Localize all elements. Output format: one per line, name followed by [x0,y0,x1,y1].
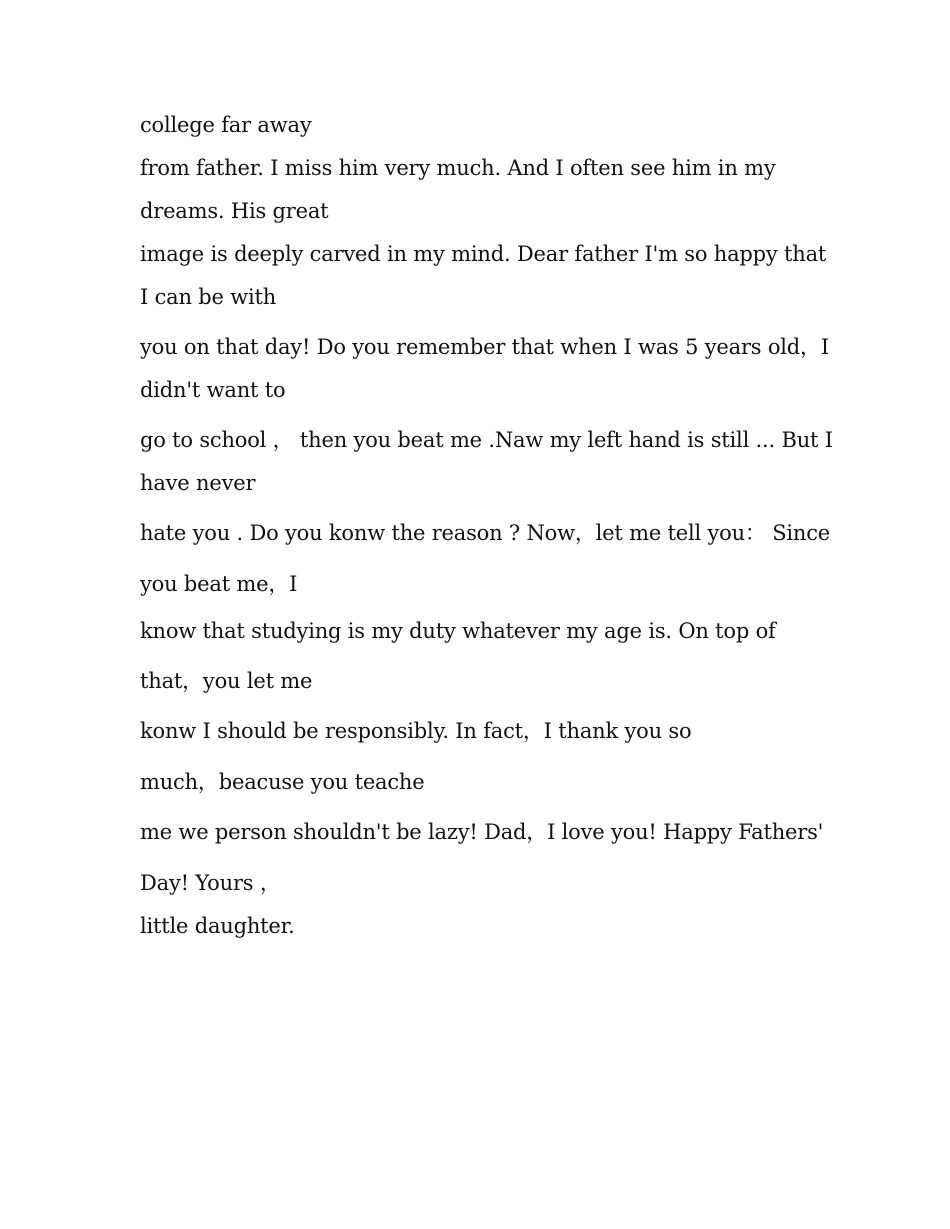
text-line-9: have never [140,471,256,495]
letter-body [140,811,830,854]
letter-body [140,660,830,703]
text-line-15: much，beacuse you teache [140,770,425,794]
text-line-5: I can be with [140,285,277,309]
letter-body [140,147,830,319]
text-line-14: konw I should be responsibly. In fact，I thank you so [140,719,692,743]
text-line-18: little daughter. [140,914,295,938]
text-line-11: you beat me，I [140,572,298,596]
text-line-17: Day! Yours ， [140,871,281,895]
letter-body [140,419,833,505]
letter-body [140,326,830,412]
letter-body [140,761,830,804]
letter-body [140,710,830,753]
text-line-13: that，you let me [140,669,313,693]
text-line-16: me we person shouldn't be lazy! Dad，I love you! Happy Fathers' [140,820,824,844]
text-line-4: image is deeply carved in my mind. Dear father I'm so happy that [140,242,827,266]
text-line-7: didn't want to [140,378,286,402]
letter-body [140,610,830,653]
letter-body [140,104,830,147]
text-line-12: know that studying is my duty whatever my age is. On top of [140,619,776,643]
text-line-3: dreams. His great [140,199,329,223]
letter-body [140,862,830,948]
letter-body [140,563,830,606]
text-line-2: from father. I miss him very much. And I often see him in my [140,156,776,180]
text-line-1: college far away [140,113,312,137]
letter-body [140,512,830,555]
text-line-8: go to school ， then you beat me .Naw my left hand is still ... But I [140,428,833,452]
text-line-6: you on that day! Do you remember that when I was 5 years old，I [140,335,829,359]
text-line-10: hate you . Do you konw the reason ? Now，let me tell you： Since [140,521,831,545]
